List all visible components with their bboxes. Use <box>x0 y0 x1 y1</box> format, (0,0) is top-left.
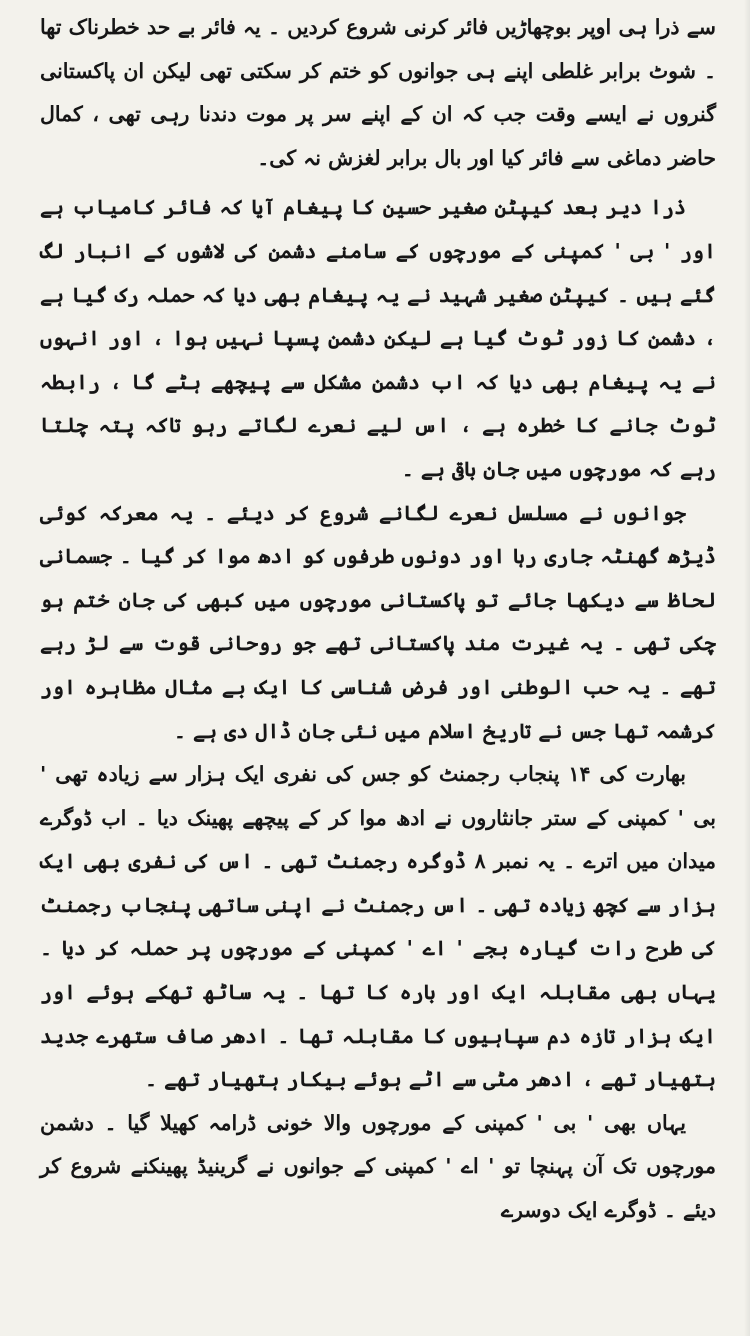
scan-edge-shadow <box>744 0 750 1336</box>
paragraph-3: جوانوں نے مسلسل نعرے لگانے شروع کر دیئے ۔ یہ معرکہ کوئی ڈیڑھ گھنٹہ جاری رہا اور دونوں طرفوں کو ادھ موا کر گیا ۔ جسمانی لحاظ سے دیکھا جائے تو پاکستانی مورچوں میں کبھی کی جان ختم ہو چکی تھی ۔ یہ غیرت مند پاکستانی تھے جو روحانی قوت سے لڑ رہے تھے ۔ یہ حب الوطنی اور فرض شناسی کا ایک بے مثال مظاہرہ اور کرشمہ تھا جس نے تاریخ اسلام میں نئی جان ڈال دی ہے ۔ <box>40 500 716 743</box>
paragraph-5: یہاں بھی ' بی ' کمپنی کے مورچوں والا خونی ڈرامہ کھیلا گیا ۔ دشمن مورچوں تک آن پہنچا تو ' اے ' کمپنی کے جوانوں نے گرینیڈ پھینکنے شروع کر دیئے ۔ ڈوگرے ایک دوسرے <box>40 1110 716 1223</box>
urdu-text-body <box>40 6 716 1233</box>
paragraph-2: ذرا دیر بعد کیپٹن صغیر حسین کا پیغام آیا کہ فائر کامیاب ہے اور ' بی ' کمپنی کے مورچوں کے سامنے دشمن کی لاشوں کے انبار لگ گئے ہیں ۔ کیپٹن صغیر شہید نے یہ پیغام بھی دیا کہ حملہ رک گیا ہے ، دشمن کا زور ٹوٹ گیا ہے لیکن دشمن پسپا نہیں ہوا ، اور انہوں نے یہ پیغام بھی دیا کہ اب دشمن مشکل سے پیچھے ہٹے گا ، رابطہ ٹوٹ جانے کا خطرہ ہے ، اس لیے نعرے لگاتے رہو تاکہ پتہ چلتا رہے کہ مورچوں میں جان باقی ہے ۔ <box>40 195 716 481</box>
paragraph-1: سے ذرا ہی اوپر بوچھاڑیں فائر کرنی شروع کردیں ۔ یہ فائر بے حد خطرناک تھا ۔ شوٹ برابر غلطی اپنے ہی جوانوں کو ختم کر سکتی تھی لیکن ان پاکستانی گنروں نے ایسے وقت جب کہ ان کے اپنے سر پر موت دندنا رہی تھی ، کمال حاضر دماغی سے فائر کیا اور بال برابر لغزش نہ کی۔ <box>40 15 716 170</box>
paragraph-4: بھارت کی ۱۴ پنجاب رجمنٹ کو جس کی نفری ایک ہزار سے زیادہ تھی ' بی ' کمپنی کے ستر جانثاروں نے ادھ موا کر کے پیچھے پھینک دیا ۔ اب ڈوگرے میدان میں اترے ۔ یہ نمبر ۸ ڈوگرہ رجمنٹ تھی ۔ اس کی نفری بھی ایک ہزار سے کچھ زیادہ تھی ۔ اس رجمنٹ نے اپنی ساتھی پنجاب رجمنٹ کی طرح رات گیارہ بجے ' اے ' کمپنی کے مورچوں پر حملہ کر دیا ۔ یہاں بھی مقابلہ ایک اور بارہ کا تھا ۔ یہ ساٹھ تھکے ہوئے اور ایک ہزار تازہ دم سپاہیوں کا مقابلہ تھا ۔ ادھر صاف ستھرے جدید ہتھیار تھے ، ادھر مٹی سے اٹے ہوئے بیکار ہتھیار تھے ۔ <box>40 762 717 1092</box>
